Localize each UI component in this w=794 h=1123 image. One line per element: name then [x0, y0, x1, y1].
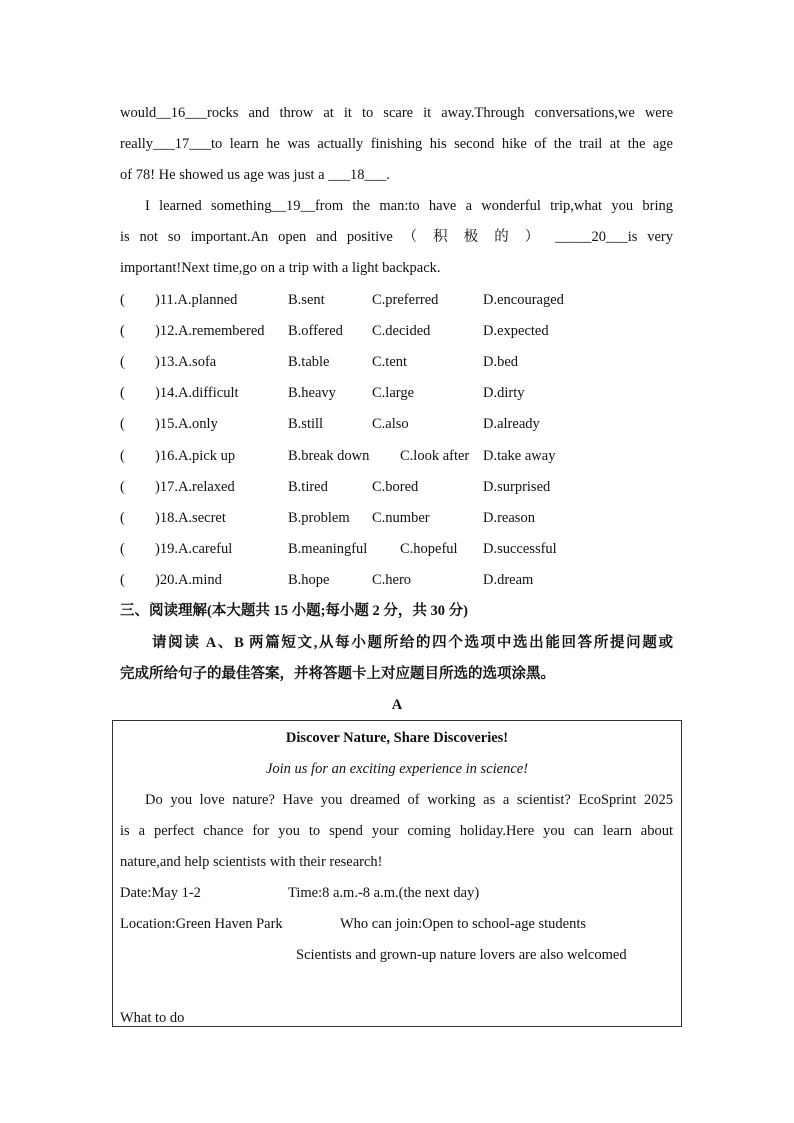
- option-c: C.hopeful: [400, 540, 458, 557]
- question-row: [120, 384, 680, 402]
- question-row: [120, 540, 680, 558]
- notice-subtitle: Join us for an exciting experience in science!: [265, 761, 529, 777]
- question-row: [120, 322, 680, 340]
- option-d: D.already: [483, 416, 540, 433]
- option-c: C.large: [372, 385, 415, 402]
- section-instruction: 完成所给句子的最佳答案，并将答题卡上对应题目所选的选项涂黑。: [120, 666, 555, 682]
- notice-body-line: Do you love nature? Have you dreamed of working as a scientist? EcoSprint 2025: [145, 792, 673, 808]
- option-a: )14.A.difficult: [155, 385, 239, 402]
- option-b: B.still: [288, 416, 324, 433]
- option-a: )13.A.sofa: [155, 354, 217, 371]
- option-b: B.table: [288, 354, 330, 371]
- answer-bracket: (: [120, 540, 125, 557]
- notice-body-line: is a perfect chance for you to spend your coming holiday.Here you can learn about: [120, 823, 673, 839]
- notice-date: Date:May 1-2: [120, 885, 201, 901]
- passage-line: I learned something__19__from the man:to have a wonderful trip,what you bring: [145, 198, 673, 214]
- option-d: D.surprised: [483, 478, 551, 495]
- option-d: D.expected: [483, 323, 549, 340]
- option-a: )19.A.careful: [155, 540, 233, 557]
- option-d: D.bed: [483, 354, 519, 371]
- option-b: B.meaningful: [288, 540, 368, 557]
- option-b: B.hope: [288, 571, 330, 588]
- option-a: )17.A.relaxed: [155, 478, 235, 495]
- option-c: C.bored: [372, 478, 419, 495]
- notice-time: Time:8 a.m.-8 a.m.(the next day): [288, 885, 480, 901]
- question-row: [120, 509, 680, 527]
- answer-bracket: (: [120, 323, 125, 340]
- notice-title: Discover Nature, Share Discoveries!: [285, 730, 509, 746]
- option-c: C.hero: [372, 571, 412, 588]
- notice-what-heading: What to do: [120, 1010, 185, 1026]
- question-row: [120, 478, 680, 496]
- option-c: C.look after: [400, 447, 470, 464]
- notice-who: Who can join:Open to school-age students: [340, 916, 587, 932]
- question-row: [120, 415, 680, 433]
- option-b: B.heavy: [288, 385, 336, 402]
- option-a: )16.A.pick up: [155, 447, 236, 464]
- option-c: C.also: [372, 416, 409, 433]
- question-row: [120, 571, 680, 589]
- passage-line: really___17___to learn he was actually finishing his second hike of the trail at the age: [120, 136, 673, 152]
- option-d: D.dream: [483, 571, 534, 588]
- option-c: C.preferred: [372, 292, 439, 308]
- section-heading: 三、阅读理解(本大题共 15 小题;每小题 2 分，共 30 分): [120, 603, 468, 619]
- option-d: D.dirty: [483, 385, 525, 402]
- option-a: )12.A.remembered: [155, 323, 265, 340]
- passage-line: is not so important.An open and positive （ 积 极 的 ） _____20___is very: [120, 229, 673, 245]
- section-instruction: 请阅读 A、B 两篇短文,从每小题所给的四个选项中选出能回答所提问题或: [152, 635, 673, 651]
- notice-who-extra: Scientists and grown-up nature lovers are also welcomed: [296, 947, 627, 963]
- option-d: D.reason: [483, 509, 535, 526]
- passage-line: important!Next time,go on a trip with a light backpack.: [120, 260, 441, 276]
- option-b: B.offered: [288, 323, 343, 340]
- option-a: )20.A.mind: [155, 571, 222, 588]
- answer-bracket: (: [120, 447, 125, 464]
- passage-line: would__16___rocks and throw at it to scare it away.Through conversations,we were: [120, 105, 673, 121]
- passage-line: of 78! He showed us age was just a ___18___.: [120, 167, 390, 183]
- notice-body-line: nature,and help scientists with their research!: [120, 854, 383, 870]
- question-row: [120, 447, 680, 465]
- option-b: B.break down: [288, 447, 370, 464]
- passage-label: A: [391, 697, 403, 713]
- option-d: D.take away: [483, 447, 556, 464]
- option-c: C.decided: [372, 323, 431, 340]
- answer-bracket: (: [120, 292, 125, 308]
- answer-bracket: (: [120, 478, 125, 495]
- question-row: [120, 353, 680, 371]
- option-b: B.tired: [288, 478, 328, 495]
- option-d: D.successful: [483, 540, 557, 557]
- question-row: [120, 291, 680, 309]
- answer-bracket: (: [120, 385, 125, 402]
- option-a: )11.A.planned: [155, 292, 238, 308]
- option-a: )18.A.secret: [155, 509, 226, 526]
- notice-location: Location:Green Haven Park: [120, 916, 283, 932]
- answer-bracket: (: [120, 571, 125, 588]
- option-b: B.problem: [288, 509, 350, 526]
- option-d: D.encouraged: [483, 292, 564, 308]
- answer-bracket: (: [120, 354, 125, 371]
- answer-bracket: (: [120, 416, 125, 433]
- option-c: C.number: [372, 509, 430, 526]
- option-c: C.tent: [372, 354, 408, 371]
- option-a: )15.A.only: [155, 416, 218, 433]
- option-b: B.sent: [288, 292, 325, 308]
- answer-bracket: (: [120, 509, 125, 526]
